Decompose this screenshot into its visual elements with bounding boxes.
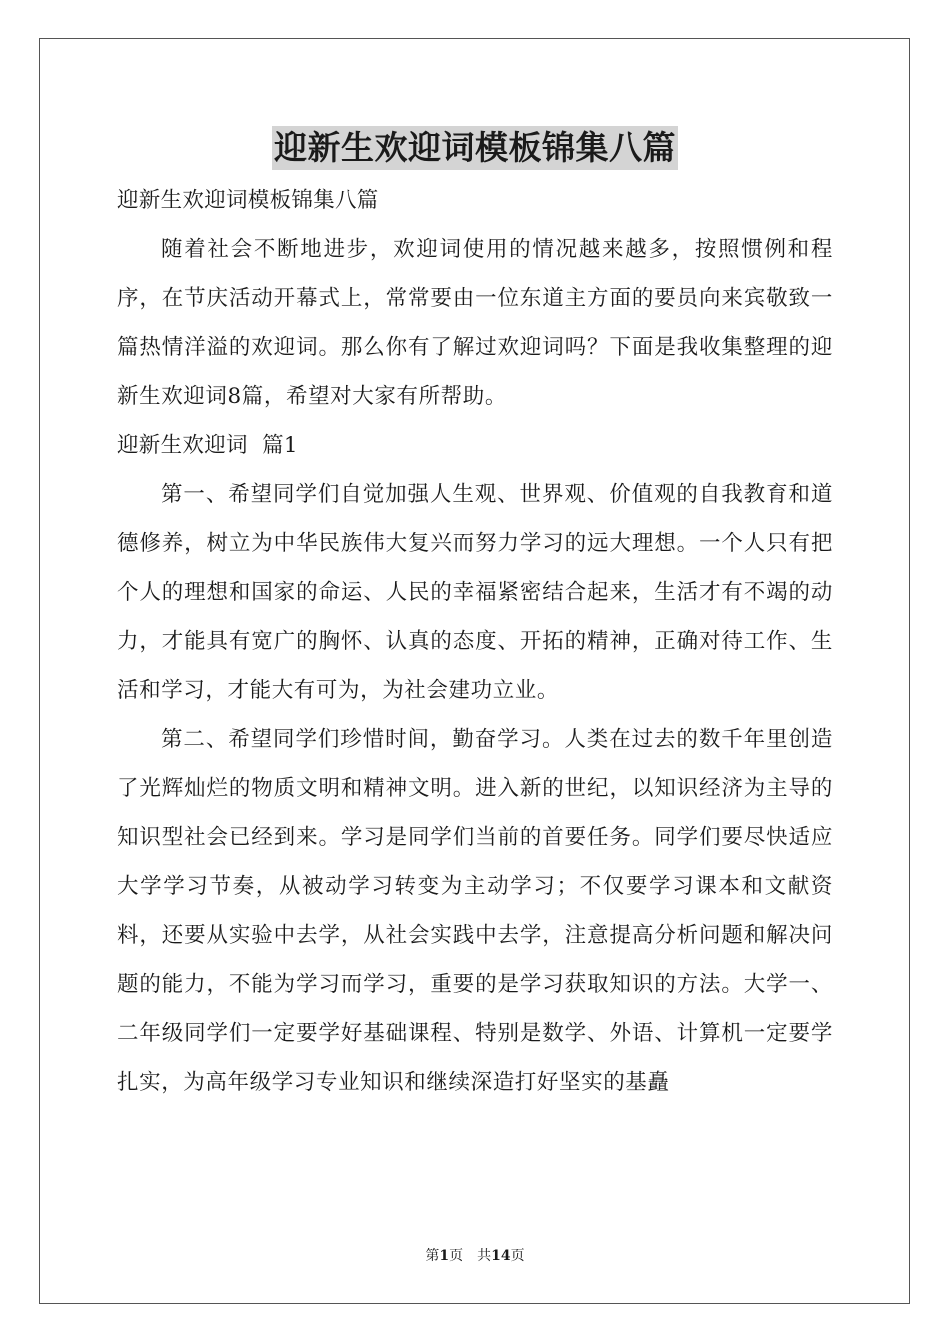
title-container — [0, 126, 950, 170]
intro-paragraph: 随着社会不断地进步，欢迎词使用的情况越来越多，按照惯例和程序，在节庆活动开幕式上，常常要由一位东道主方面的要员向来宾敬致一篇热情洋溢的欢迎词。那么你有了解过欢迎词吗？下面是我收集整理的迎新生欢迎词8篇，希望对大家有所帮助。 — [117, 237, 833, 409]
page-total-number: 14 — [491, 1248, 511, 1264]
page-footer — [0, 1246, 950, 1266]
section-heading: 迎新生欢迎词 篇1 — [117, 433, 298, 458]
page-current-number: 1 — [439, 1248, 450, 1264]
page-label-prefix: 第 — [425, 1248, 440, 1264]
document-title: 迎新生欢迎词模板锦集八篇 — [272, 126, 678, 170]
page-label-mid: 页 共 — [449, 1248, 492, 1264]
page-label-suffix: 页 — [510, 1248, 525, 1264]
section-paragraph-2: 第二、希望同学们珍惜时间，勤奋学习。人类在过去的数千年里创造了光辉灿烂的物质文明和精神文明。进入新的世纪，以知识经济为主导的知识型社会已经到来。学习是同学们当前的首要任务。同学们要尽快适应大学学习节奏，从被动学习转变为主动学习；不仅要学习课本和文献资料，还要从实验中去学，从社会实践中去学，注意提高分析问题和解决问题的能力，不能为学习而学习，重要的是学习获取知识的方法。大学一、二年级同学们一定要学好基础课程、特别是数学、外语、计算机一定要学扎实，为高年级学习专业知识和继续深造打好坚实的基矗 — [117, 727, 833, 1095]
document-subtitle: 迎新生欢迎词模板锦集八篇 — [117, 188, 379, 213]
section-paragraph-1: 第一、希望同学们自觉加强人生观、世界观、价值观的自我教育和道德修养，树立为中华民族伟大复兴而努力学习的远大理想。一个人只有把个人的理想和国家的命运、人民的幸福紧密结合起来，生活才有不竭的动力，才能具有宽广的胸怀、认真的态度、开拓的精神，正确对待工作、生活和学习，才能大有可为，为社会建功立业。 — [117, 482, 833, 703]
document-body — [117, 176, 833, 1107]
